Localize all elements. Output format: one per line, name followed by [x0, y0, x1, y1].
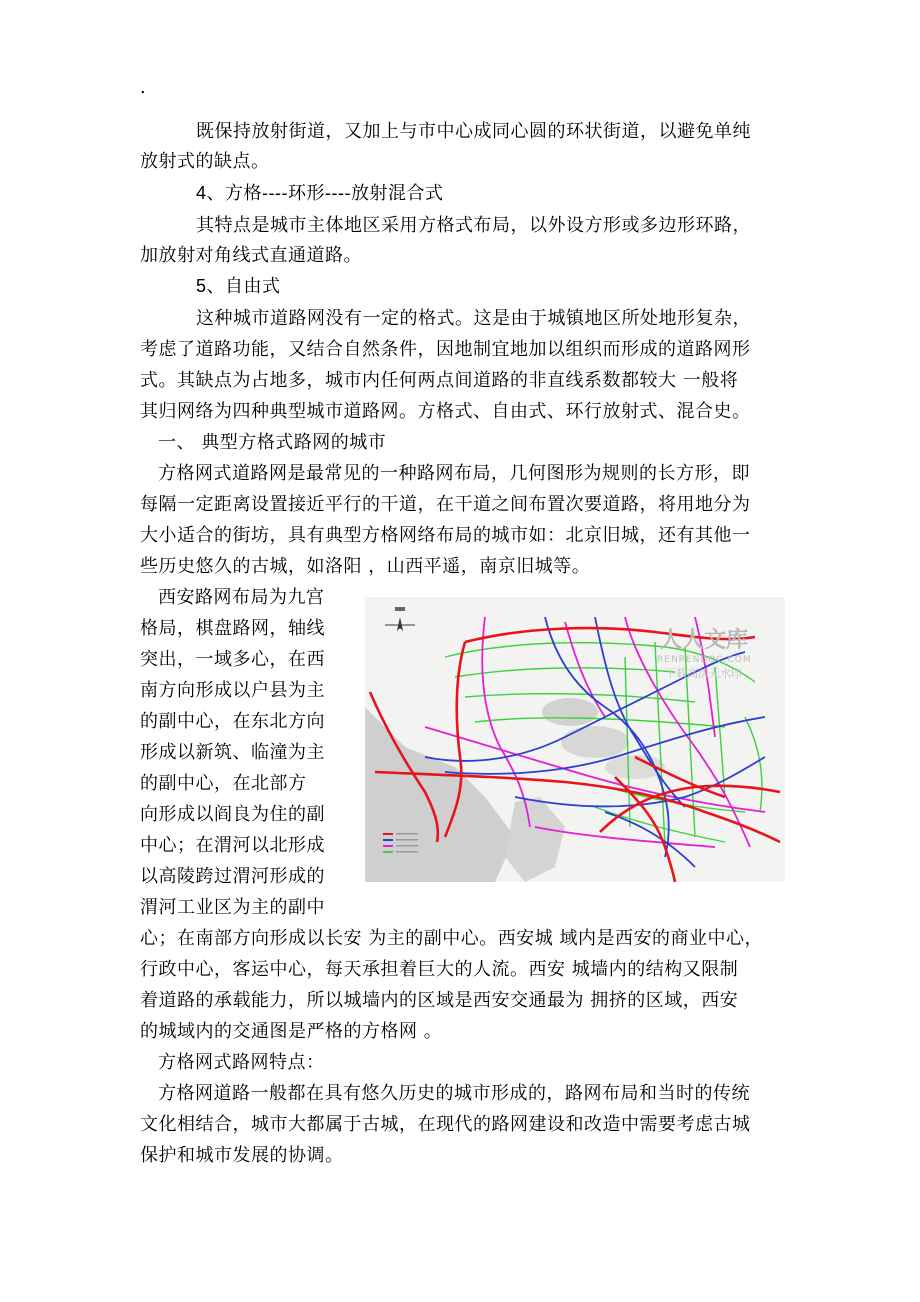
- paragraph-line: 每隔一定距离设置接近平行的干道，在干道之间布置次要道路，将用地分为: [140, 494, 751, 515]
- paragraph-line: 向形成以阎良为住的副: [140, 804, 325, 825]
- paragraph-line: 心；在南部方向形成以长安 为主的副中心。西安城 域内是西安的商业中心，: [140, 928, 763, 949]
- watermark-title: 人人文库: [660, 628, 749, 653]
- paragraph-line: 些历史悠久的古城，如洛阳 ，山西平遥，南京旧城等。: [140, 556, 591, 577]
- paragraph-line: 的城域内的交通图是严格的方格网 。: [140, 1021, 443, 1042]
- paragraph-line: 行政中心，客运中心，每天承担着巨大的人流。西安 城墙内的结构又限制: [140, 959, 739, 980]
- paragraph-line: 着道路的承载能力，所以城墙内的区域是西安交通最为 拥挤的区域，西安: [140, 990, 739, 1011]
- paragraph-line: 中心；在渭河以北形成: [140, 835, 325, 856]
- paragraph-line: 这种城市道路网没有一定的格式。这是由于城镇地区所处地形复杂，: [196, 308, 751, 329]
- paragraph-line: 方格网道路一般都在具有悠久历史的城市形成的，路网布局和当时的传统: [158, 1083, 750, 1104]
- paragraph-line: 加放射对角线式直通道路。: [140, 245, 362, 266]
- hill-shade: [542, 698, 598, 726]
- paragraph-line: 南方向形成以户县为主: [140, 680, 325, 701]
- section-heading: 一、 典型方格式路网的城市: [158, 432, 387, 453]
- paragraph-line: 格局，棋盘路网，轴线: [140, 618, 325, 639]
- paragraph-line: 大小适合的街坊，具有典型方格网络布局的城市如：北京旧城，还有其他一: [140, 525, 751, 546]
- paragraph-line: 西安路网布局为九宫: [158, 587, 325, 608]
- paragraph-line: 形成以新筑、临潼为主: [140, 742, 325, 763]
- paragraph-line: 方格网式道路网是最常见的一种路网布局，几何图形为规则的长方形，即: [158, 463, 750, 484]
- paragraph-line: 其特点是城市主体地区采用方格式布局，以外设方形或多边形环路，: [196, 215, 751, 236]
- subsection-heading: 方格网式路网特点：: [158, 1052, 325, 1073]
- paragraph-line: 的副中心，在北部方: [140, 773, 307, 794]
- watermark-url: RENRENDOC.COM: [657, 655, 752, 665]
- paragraph-line: 放射式的缺点。: [140, 151, 270, 172]
- page-marker-dot: .: [140, 77, 146, 98]
- paragraph-line: 的副中心，在东北方向: [140, 711, 325, 732]
- paragraph-line: 突出，一域多心，在西: [140, 649, 325, 670]
- heading-free-type: 5、自由式: [196, 276, 281, 296]
- watermark-sub: 下载高清无水印: [665, 667, 742, 680]
- paragraph-line: 渭河工业区为主的副中: [140, 897, 325, 918]
- paragraph-line: 以高陵跨过渭河形成的: [140, 866, 325, 887]
- hill-shade: [561, 726, 629, 758]
- paragraph-line: 保护和城市发展的协调。: [140, 1145, 344, 1166]
- xian-road-network-map: [365, 597, 785, 882]
- paragraph-line: 考虑了道路功能，又结合自然条件，因地制宜地加以组织而形成的道路网形: [140, 339, 751, 360]
- paragraph-line: 式。其缺点为占地多，城市内任何两点间道路的非直线系数都较大 一般将: [140, 370, 739, 391]
- paragraph-line: 其归网络为四种典型城市道路网。方格式、自由式、环行放射式、混合史。: [140, 401, 751, 422]
- paragraph-line: 既保持放射街道，又加上与市中心成同心圆的环状街道，以避免单纯: [196, 121, 751, 142]
- paragraph-line: 文化相结合，城市大都属于古城，在现代的路网建设和改造中需要考虑古城: [140, 1114, 751, 1135]
- heading-mixed-type: 4、方格----环形----放射混合式: [196, 183, 444, 203]
